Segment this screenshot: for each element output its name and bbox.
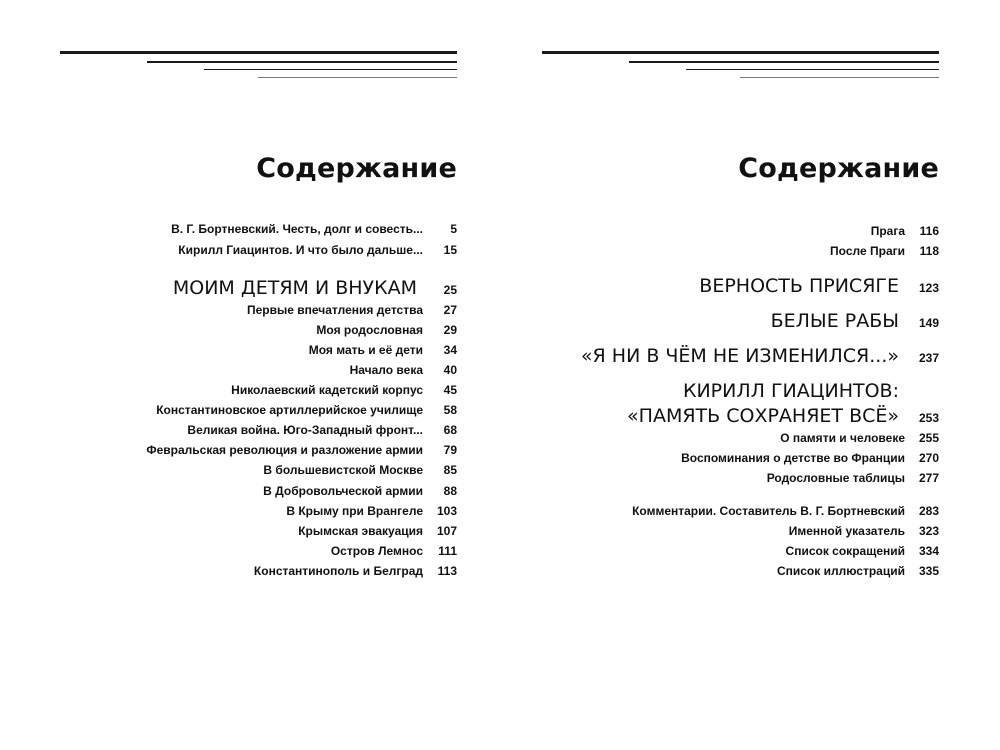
toc-entry-page: 34 xyxy=(443,343,457,357)
toc-entry-page: 58 xyxy=(443,403,457,417)
toc-entry-page: 27 xyxy=(443,303,457,317)
toc-entry[interactable] xyxy=(247,303,457,317)
toc-entry-page: 40 xyxy=(443,363,457,377)
toc-entry[interactable] xyxy=(263,484,457,498)
toc-entry-page: 123 xyxy=(918,281,939,295)
toc-entry-title: В Добровольческой армии xyxy=(263,484,423,498)
toc-entry[interactable] xyxy=(767,471,939,485)
toc-entry-page: 335 xyxy=(918,564,939,578)
toc-entry-title: Великая война. Юго-Западный фронт... xyxy=(187,423,423,437)
toc-entry[interactable] xyxy=(871,224,939,238)
toc-entry-title: В. Г. Бортневский. Честь, долг и совесть... xyxy=(171,222,423,236)
toc-part-title: МОИМ ДЕТЯМ И ВНУКАМ xyxy=(172,277,417,299)
toc-entry-title: Родословные таблицы xyxy=(766,471,905,485)
toc-part-entry[interactable] xyxy=(173,277,457,299)
toc-entry[interactable] xyxy=(263,463,457,477)
toc-entry-page: 277 xyxy=(918,471,939,485)
toc-part-entry[interactable] xyxy=(627,405,939,427)
toc-entry[interactable] xyxy=(632,504,939,518)
toc-entry-title: Константиновское артиллерийское училище xyxy=(156,403,423,417)
toc-entry-title: В большевистской Москве xyxy=(263,463,423,477)
toc-entry[interactable] xyxy=(309,343,457,357)
toc-entry-title: Кирилл Гиацинтов. И что было дальше... xyxy=(178,243,423,257)
toc-entry[interactable] xyxy=(178,243,457,257)
toc-entry-page: 113 xyxy=(437,564,457,578)
toc-entry-page: 270 xyxy=(918,451,939,465)
toc-entry-page: 15 xyxy=(443,243,457,257)
toc-entry[interactable] xyxy=(231,383,457,397)
toc-entry-page: 107 xyxy=(436,524,457,538)
toc-entry-title: В Крыму при Врангеле xyxy=(286,504,423,518)
toc-part-title: «ПАМЯТЬ СОХРАНЯЕТ ВСЁ» xyxy=(627,405,899,427)
toc-entry-page: 283 xyxy=(918,504,939,518)
toc-entry-page: 103 xyxy=(436,504,457,518)
toc-entry-page: 85 xyxy=(443,463,457,477)
toc-entry[interactable] xyxy=(777,564,939,578)
toc-entry-page: 88 xyxy=(443,484,457,498)
toc-entry-title: Комментарии. Составитель В. Г. Бортневский xyxy=(632,504,905,518)
toc-entry[interactable] xyxy=(350,363,457,377)
toc-entry[interactable] xyxy=(681,451,939,465)
toc-entry[interactable] xyxy=(830,244,939,258)
toc-entry-page: 111 xyxy=(438,544,457,558)
toc-entry-page: 323 xyxy=(918,524,939,538)
toc-entry-page: 29 xyxy=(443,323,457,337)
toc-entry-page: 5 xyxy=(450,222,457,236)
toc-entry-title: Моя родословная xyxy=(316,323,423,337)
toc-entry-title: Крымская эвакуация xyxy=(298,524,423,538)
toc-entry-title: О памяти и человеке xyxy=(780,431,905,445)
toc-entry[interactable] xyxy=(316,323,457,337)
toc-entry[interactable] xyxy=(187,423,457,437)
toc-entry-page: 334 xyxy=(918,544,939,558)
decorative-rule xyxy=(686,69,939,70)
toc-entry-title: После Праги xyxy=(830,244,905,258)
toc-entry[interactable] xyxy=(298,524,457,538)
toc-entry-page: 45 xyxy=(443,383,457,397)
decorative-rule xyxy=(258,77,457,78)
toc-part-entry[interactable] xyxy=(771,310,939,332)
toc-entry-page: 116 xyxy=(919,224,939,238)
toc-entry-title: Остров Лемнос xyxy=(330,544,423,558)
toc-entry-title: Именной указатель xyxy=(788,524,905,538)
toc-entry[interactable] xyxy=(789,524,939,538)
toc-entry-title: Николаевский кадетский корпус xyxy=(231,383,423,397)
toc-entry[interactable] xyxy=(780,431,939,445)
toc-part-title: «Я НИ В ЧЁМ НЕ ИЗМЕНИЛСЯ...» xyxy=(580,345,899,367)
toc-entry-title: Прага xyxy=(870,224,905,238)
toc-entry[interactable] xyxy=(254,564,457,578)
toc-part-title: ВЕРНОСТЬ ПРИСЯГЕ xyxy=(699,275,899,297)
toc-entry-page: 79 xyxy=(443,443,457,457)
toc-entry-page: 118 xyxy=(919,244,939,258)
toc-part-title: БЕЛЫЕ РАБЫ xyxy=(770,310,899,332)
toc-entry[interactable] xyxy=(286,504,457,518)
toc-entry-title: Константинополь и Белград xyxy=(253,564,423,578)
toc-entry[interactable] xyxy=(156,403,457,417)
toc-entry-page: 253 xyxy=(918,411,939,425)
toc-entry-page: 237 xyxy=(918,351,939,365)
toc-entry-title: Первые впечатления детства xyxy=(246,303,423,317)
toc-entry-title: Февральская революция и разложение армии xyxy=(146,443,423,457)
toc-entry-page: 149 xyxy=(918,316,939,330)
right-page xyxy=(500,0,1000,750)
page-heading: Содержание xyxy=(738,153,939,184)
decorative-rule xyxy=(740,77,939,78)
page-heading: Содержание xyxy=(256,153,457,184)
toc-entry-title: Моя мать и её дети xyxy=(308,343,423,357)
toc-entry-title: Список сокращений xyxy=(785,544,905,558)
toc-part-entry[interactable] xyxy=(581,345,939,367)
toc-entry-page: 25 xyxy=(443,283,457,297)
toc-entry[interactable] xyxy=(146,443,457,457)
toc-entry-title: Список иллюстраций xyxy=(776,564,905,578)
toc-entry-title: Воспоминания о детстве во Франции xyxy=(681,451,905,465)
toc-entry[interactable] xyxy=(331,544,457,558)
decorative-rule xyxy=(204,69,457,70)
toc-entry[interactable] xyxy=(171,222,457,236)
decorative-rule xyxy=(629,61,939,63)
toc-entry-page: 68 xyxy=(443,423,457,437)
toc-part-title-line1: КИРИЛЛ ГИАЦИНТОВ: xyxy=(682,380,899,402)
toc-part-entry[interactable] xyxy=(699,275,939,297)
toc-entry-title: Начало века xyxy=(349,363,423,377)
decorative-rule xyxy=(60,51,457,54)
decorative-rule xyxy=(542,51,939,54)
toc-entry[interactable] xyxy=(786,544,939,558)
decorative-rule xyxy=(147,61,457,63)
toc-entry-page: 255 xyxy=(918,431,939,445)
